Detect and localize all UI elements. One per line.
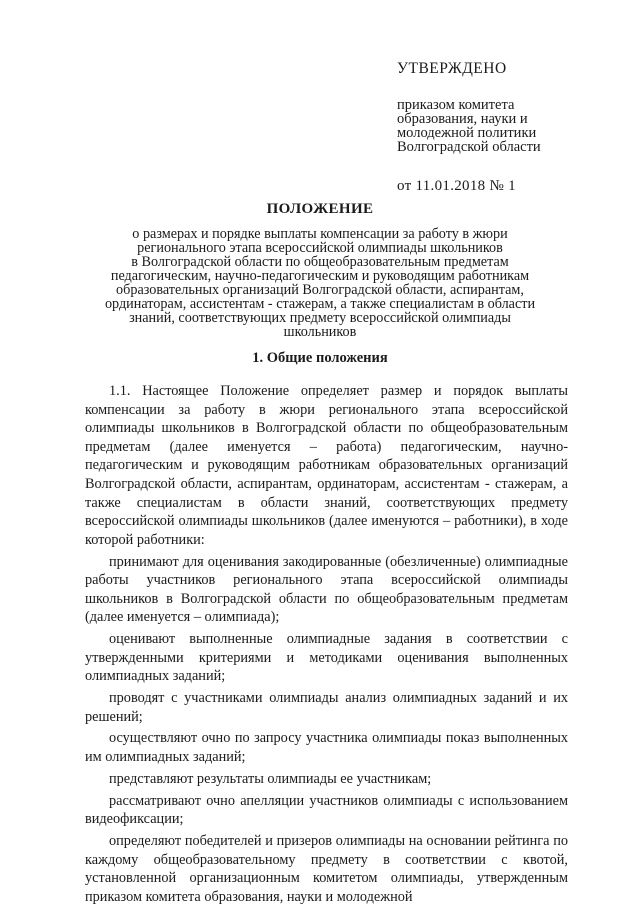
approval-order-line: образования, науки и xyxy=(397,111,528,127)
approved-label: УТВЕРЖДЕНО xyxy=(397,60,507,77)
document-title: ПОЛОЖЕНИЕ xyxy=(266,201,374,217)
approval-order-line: приказом комитета xyxy=(397,97,515,113)
approval-order-line: молодежной политики xyxy=(397,125,537,141)
subtitle-line: знаний, соответствующих предмету всероссийской олимпиады xyxy=(129,310,511,326)
section-heading: 1. Общие положения xyxy=(252,350,388,366)
subtitle-line: педагогическим, научно-педагогическим и руководящим работникам xyxy=(110,268,530,284)
paragraph: проводят с участниками олимпиады анализ олимпиадных заданий и их решений; xyxy=(85,690,568,725)
approval-order xyxy=(397,98,627,154)
paragraph: представляют результаты олимпиады ее участникам; xyxy=(109,770,432,787)
paragraph: 1.1. Настоящее Положение определяет размер и порядок выплаты компенсации за работу в жюри регионального этапа всероссийской олимпиады школьников в Волгоградской области по общеобразовательным предметам (далее именуется – работа) педагогическим, научно-педагогическим и руководящим работникам образовательных организаций Волгоградской области, аспирантам, ординаторам, ассистентам - стажерам, а также специалистам в области знаний, соответствующих предмету всероссийской олимпиады школьников (далее именуются – работники), в ходе которой работники: xyxy=(85,383,568,548)
document-subtitle xyxy=(70,227,570,339)
approval-order-line: Волгоградской области xyxy=(397,139,541,155)
subtitle-line: школьников xyxy=(283,324,357,340)
approval-block xyxy=(397,60,627,195)
subtitle-line: регионального этапа всероссийской олимпиады школьников xyxy=(137,240,503,256)
subtitle-line: о размерах и порядке выплаты компенсации за работу в жюри xyxy=(132,226,508,242)
paragraph: принимают для оценивания закодированные (обезличенные) олимпиадные работы участников регионального этапа всероссийской олимпиады школьников в Волгоградской области по общеобразовательным предметам (далее именуется – олимпиада); xyxy=(85,553,568,626)
approval-date-number: от 11.01.2018 № 1 xyxy=(397,178,516,194)
subtitle-line: образовательных организаций Волгоградской области, аспирантам, xyxy=(116,282,524,298)
paragraph: оценивают выполненные олимпиадные задания в соответствии с утвержденными критериями и методиками оценивания выполненных олимпиадных заданий; xyxy=(85,631,568,685)
paragraph: рассматривают очно апелляции участников олимпиады с использованием видеофиксации; xyxy=(85,792,568,828)
paragraph: определяют победителей и призеров олимпиады на основании рейтинга по каждому общеобразовательному предмету в соответствии с квотой, установленной организационным комитетом олимпиады, утвержденным приказом комитета образования, науки и молодежной xyxy=(85,832,568,905)
document-body xyxy=(85,382,568,910)
subtitle-line: ординаторам, ассистентам - стажерам, а также специалистам в области xyxy=(104,296,536,312)
paragraph: осуществляют очно по запросу участника олимпиады показ выполненных им олимпиадных заданий; xyxy=(85,730,568,766)
subtitle-line: в Волгоградской области по общеобразовательным предметам xyxy=(131,254,509,270)
